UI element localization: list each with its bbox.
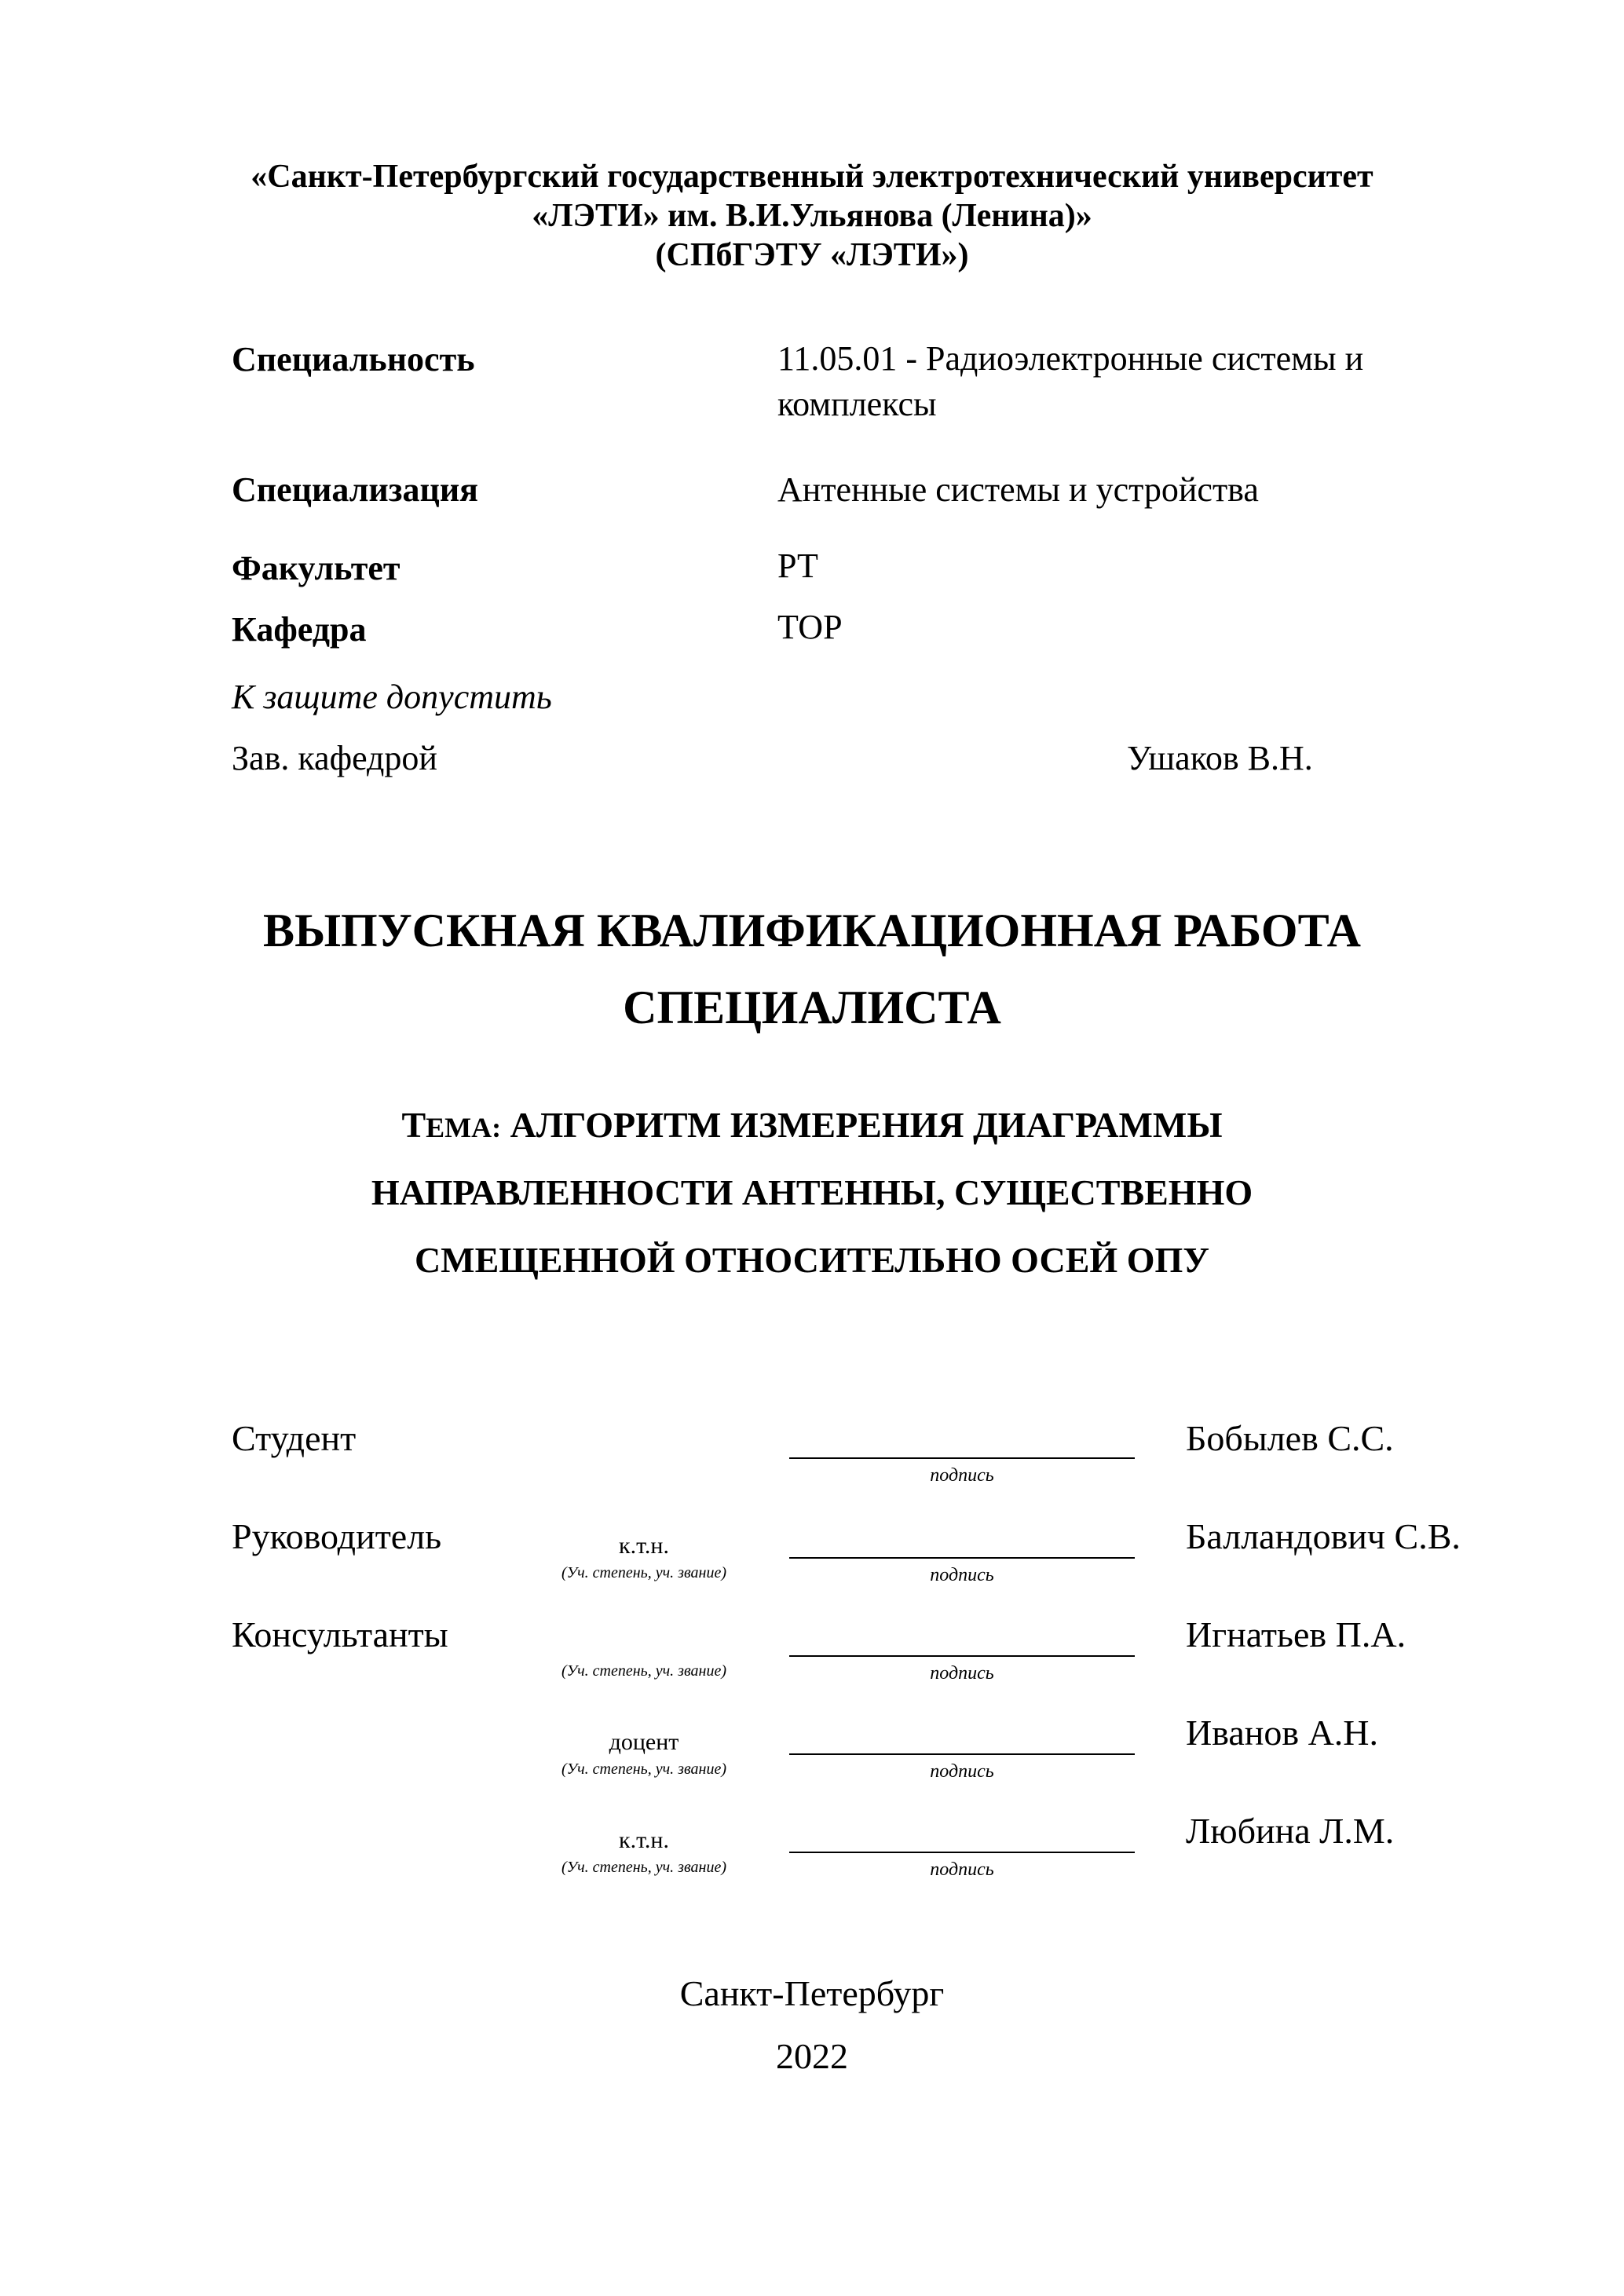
- admission-note: К защите допустить: [232, 678, 552, 716]
- department-head-label: Зав. кафедрой: [232, 739, 437, 777]
- consultant3-degree-caption: (Уч. степень, уч. звание): [561, 1859, 726, 1876]
- topic-label-first: Т: [401, 1105, 426, 1145]
- specialization-label: Специализация: [232, 470, 478, 509]
- department-label: Кафедра: [232, 610, 367, 649]
- student-signature-line: [789, 1457, 1135, 1459]
- consultant2-signature-line: [789, 1753, 1135, 1755]
- student-name: Бобылев С.С.: [1186, 1418, 1394, 1458]
- department-value: ТОР: [777, 608, 843, 646]
- consultants-role: Консультанты: [232, 1614, 448, 1654]
- student-signature-caption: подпись: [930, 1465, 994, 1486]
- work-title-line2: СПЕЦИАЛИСТА: [623, 982, 1001, 1033]
- topic-label-rest: ЕМА:: [426, 1112, 502, 1143]
- topic-line1: [0, 1091, 1624, 1161]
- consultant3-signature-line: [789, 1852, 1135, 1853]
- university-abbreviation: (СПбГЭТУ «ЛЭТИ»): [655, 237, 969, 273]
- footer-year: 2022: [776, 2036, 848, 2076]
- supervisor-degree-caption: (Уч. степень, уч. звание): [561, 1564, 726, 1581]
- topic-line2: НАПРАВЛЕННОСТИ АНТЕННЫ, СУЩЕСТВЕННО: [371, 1172, 1253, 1212]
- specialization-value: Антенные системы и устройства: [777, 470, 1259, 509]
- university-name-line2: «ЛЭТИ» им. В.И.Ульянова (Ленина)»: [532, 198, 1092, 234]
- consultant3-degree: к.т.н.: [619, 1827, 669, 1853]
- consultant1-degree-caption: (Уч. степень, уч. звание): [561, 1662, 726, 1680]
- supervisor-signature-caption: подпись: [930, 1565, 994, 1585]
- specialty-value: 11.05.01 - Радиоэлектронные системы и комплексы: [777, 339, 1364, 423]
- consultant2-degree-caption: (Уч. степень, уч. звание): [561, 1760, 726, 1778]
- student-role: Студент: [232, 1418, 357, 1458]
- specialty-label: Специальность: [232, 340, 475, 378]
- department-head-name: Ушаков В.Н.: [1127, 739, 1313, 777]
- work-title-line1: ВЫПУСКНАЯ КВАЛИФИКАЦИОННАЯ РАБОТА: [263, 905, 1361, 956]
- consultant3-signature-caption: подпись: [930, 1859, 994, 1880]
- consultant1-name: Игнатьев П.А.: [1186, 1614, 1406, 1654]
- supervisor-role: Руководитель: [232, 1516, 442, 1556]
- consultant1-signature-line: [789, 1655, 1135, 1657]
- topic-text-line1: АЛГОРИТМ ИЗМЕРЕНИЯ ДИАГРАММЫ: [510, 1105, 1223, 1145]
- consultant2-degree: доцент: [609, 1729, 679, 1755]
- topic-line3: СМЕЩЕННОЙ ОТНОСИТЕЛЬНО ОСЕЙ ОПУ: [414, 1240, 1210, 1280]
- faculty-label: Факультет: [232, 549, 401, 587]
- faculty-value: РТ: [777, 547, 818, 585]
- consultant3-name: Любина Л.М.: [1186, 1811, 1395, 1851]
- consultant2-signature-caption: подпись: [930, 1761, 994, 1782]
- university-name-line1: «Санкт-Петербургский государственный электротехнический университет: [251, 159, 1373, 195]
- footer-city: Санкт-Петербург: [679, 1973, 945, 2013]
- consultant1-signature-caption: подпись: [930, 1663, 994, 1684]
- consultant2-name: Иванов А.Н.: [1186, 1713, 1379, 1753]
- supervisor-signature-line: [789, 1557, 1135, 1559]
- supervisor-degree: к.т.н.: [619, 1533, 669, 1559]
- supervisor-name: Балландович С.В.: [1186, 1516, 1461, 1556]
